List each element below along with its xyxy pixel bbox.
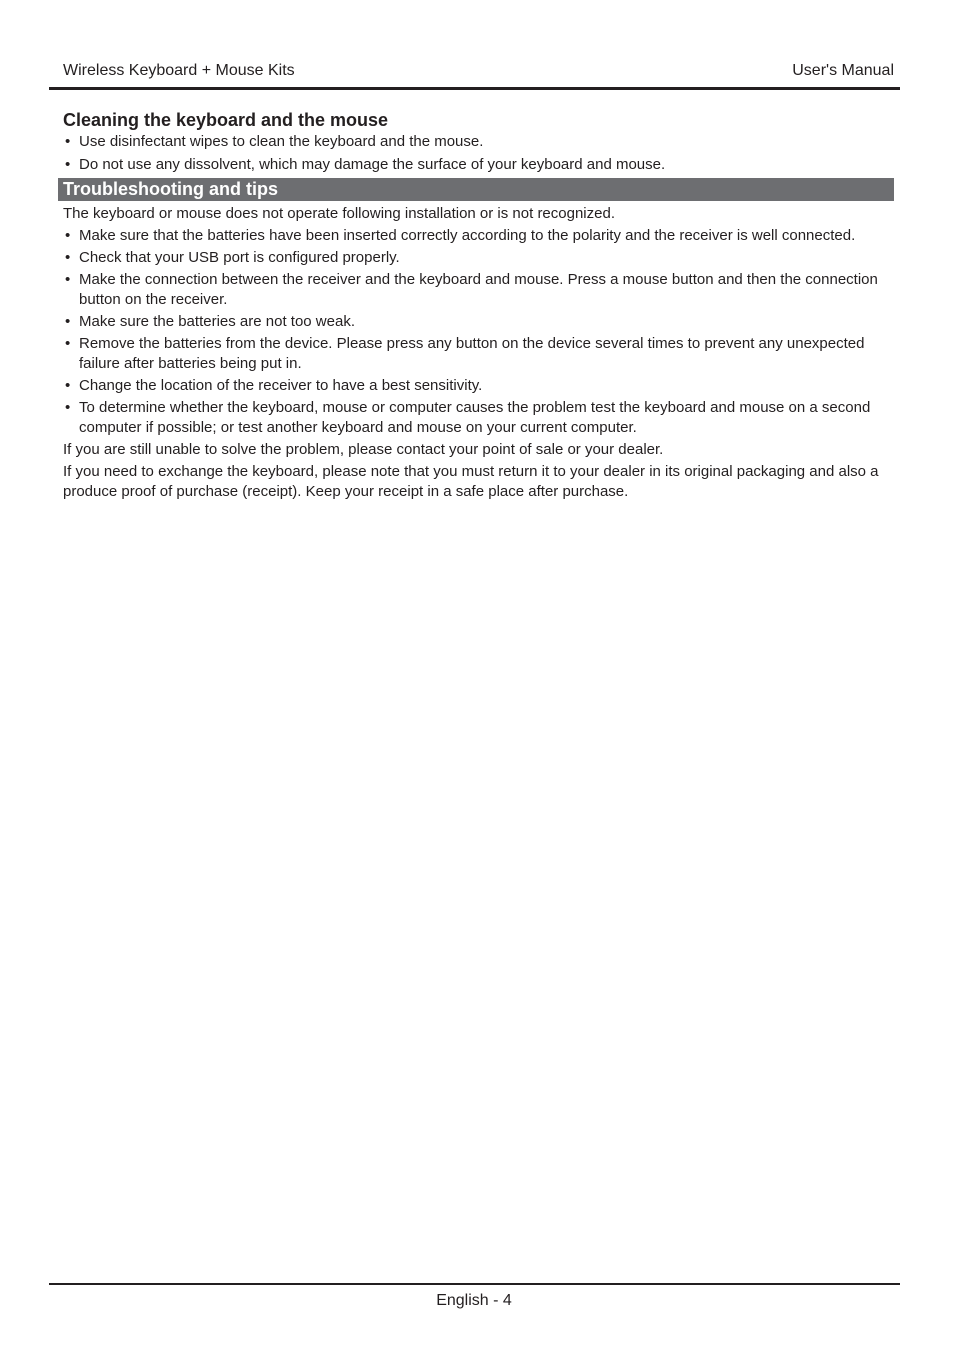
list-item-text: Change the location of the receiver to have a best sensitivity.: [79, 377, 483, 394]
list-item: [63, 376, 896, 396]
page-header: [63, 61, 894, 81]
list-item: [63, 248, 896, 268]
cleaning-list: [63, 132, 896, 175]
list-item-text: To determine whether the keyboard, mouse or computer causes the problem test the keyboard and mouse on a second computer if possible; or test another keyboard and mouse on your current computer.: [79, 399, 871, 436]
bullet-icon: •: [65, 156, 71, 173]
bullet-icon: •: [65, 335, 71, 352]
list-item: [63, 312, 896, 332]
header-product-title: Wireless Keyboard + Mouse Kits: [63, 62, 295, 79]
list-item-text: Make sure the batteries are not too weak.: [79, 313, 355, 330]
list-item: [63, 334, 896, 374]
bullet-icon: •: [65, 399, 71, 416]
bullet-icon: •: [65, 271, 71, 288]
list-item-text: Make sure that the batteries have been inserted correctly according to the polarity and the receiver is well connected.: [79, 227, 856, 244]
list-item-text: Remove the batteries from the device. Please press any button on the device several times to prevent any unexpected failure after batteries being put in.: [79, 335, 865, 372]
header-rule: [49, 87, 900, 90]
footer-rule: [49, 1283, 900, 1285]
troubleshooting-exchange-note: If you need to exchange the keyboard, please note that you must return it to your dealer in its original packaging and also a produce proof of purchase (receipt). Keep your receipt in a safe place after purchase.: [63, 463, 879, 500]
troubleshooting-section-title: Troubleshooting and tips: [58, 178, 894, 201]
bullet-icon: •: [65, 227, 71, 244]
bullet-icon: •: [65, 133, 71, 150]
list-item: [63, 398, 896, 438]
page-number: English - 4: [436, 1292, 512, 1309]
page-content: [63, 108, 896, 504]
bullet-icon: •: [65, 377, 71, 394]
list-item-text: Do not use any dissolvent, which may damage the surface of your keyboard and mouse.: [79, 156, 666, 173]
list-item-text: Check that your USB port is configured properly.: [79, 249, 400, 266]
list-item-text: Make the connection between the receiver and the keyboard and mouse. Press a mouse button and then the connection button on the receiver.: [79, 271, 878, 308]
bullet-icon: •: [65, 313, 71, 330]
list-item: [63, 226, 896, 246]
troubleshooting-body: [63, 204, 896, 502]
cleaning-section-title: Cleaning the keyboard and the mouse: [63, 110, 389, 130]
troubleshooting-intro: The keyboard or mouse does not operate following installation or is not recognized.: [63, 205, 615, 222]
list-item: [63, 132, 896, 152]
troubleshooting-contact-note: If you are still unable to solve the problem, please contact your point of sale or your dealer.: [63, 441, 664, 458]
bullet-icon: •: [65, 249, 71, 266]
list-item: [63, 270, 896, 310]
list-item: [63, 155, 896, 175]
list-item-text: Use disinfectant wipes to clean the keyboard and the mouse.: [79, 133, 484, 150]
header-manual-label: User's Manual: [792, 62, 894, 79]
